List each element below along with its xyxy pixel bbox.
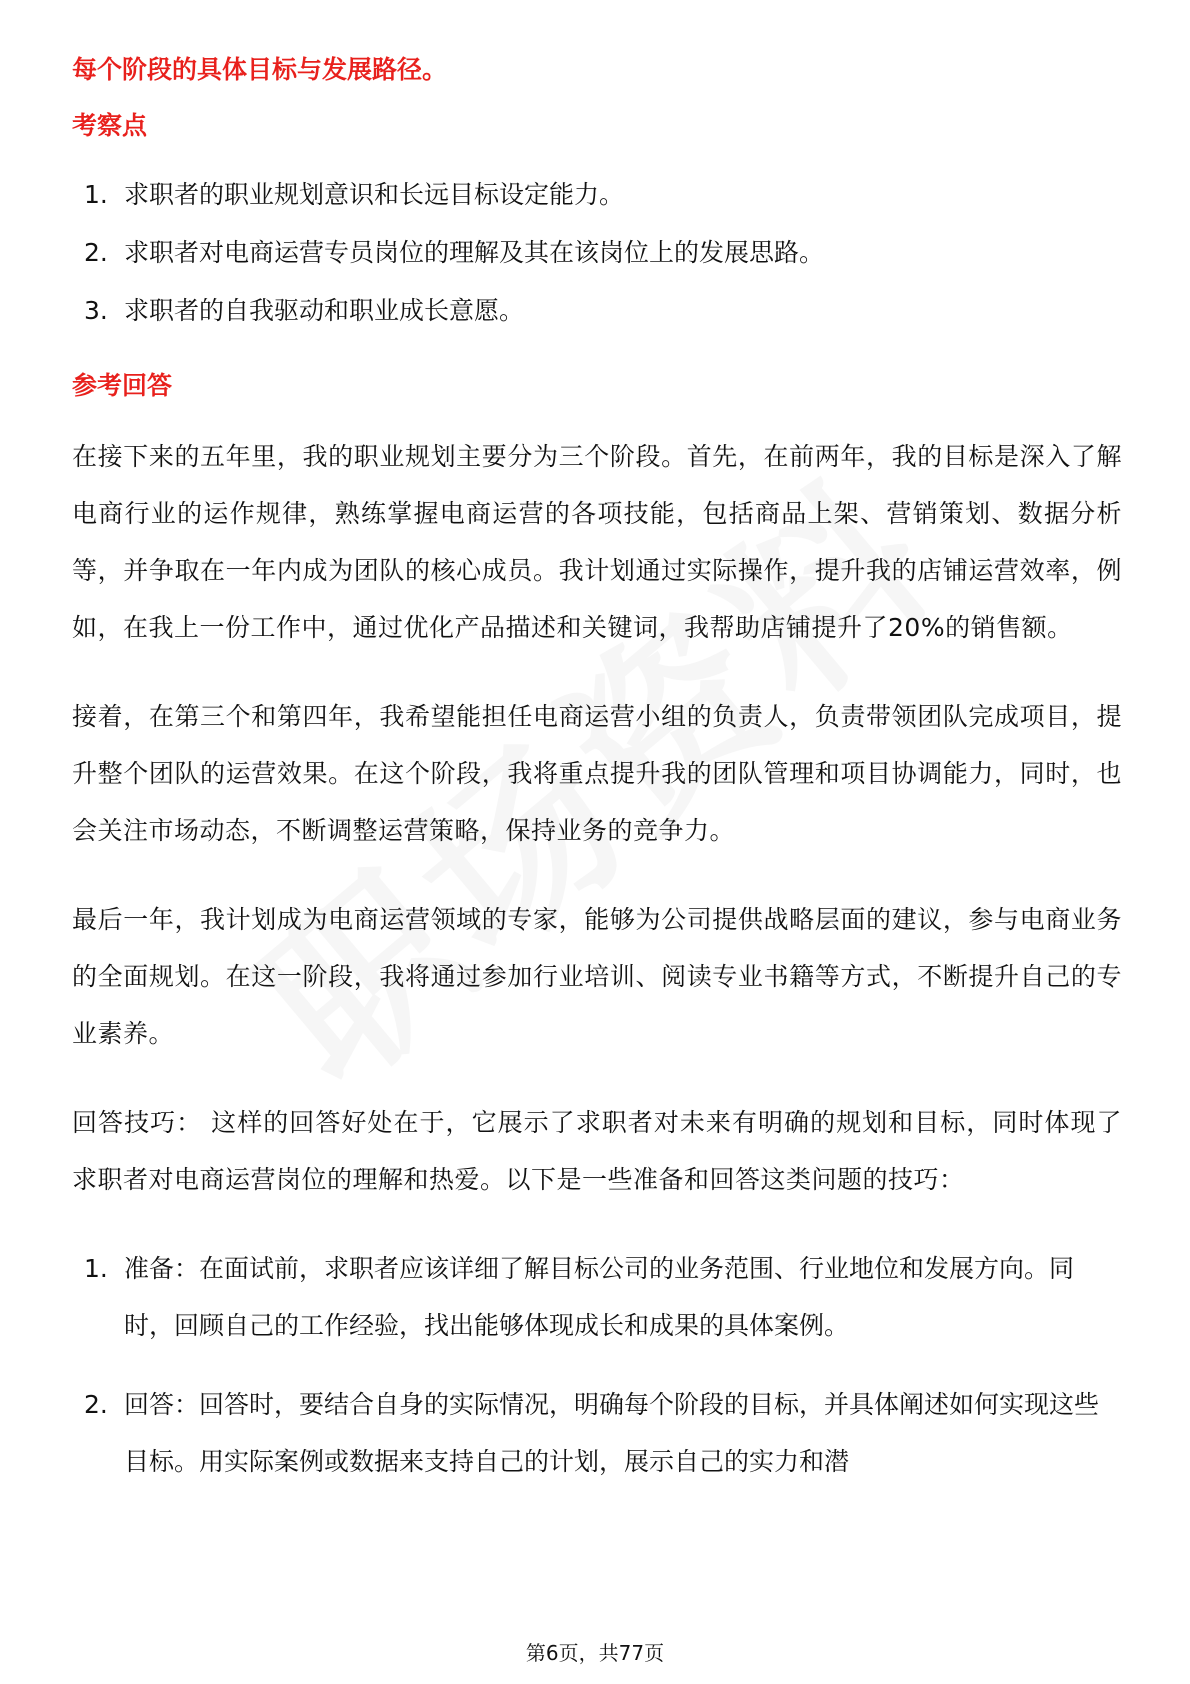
answer-paragraph: 最后一年，我计划成为电商运营领域的专家，能够为公司提供战略层面的建议，参与电商业务的全面规划。在这一阶段，我将通过参加行业培训、阅读专业书籍等方式，不断提升自己的专业素养。	[72, 905, 1122, 1048]
page-footer: 第6页，共77页	[525, 1641, 665, 1665]
tips-list-item	[72, 1376, 1122, 1490]
list-item-text: 准备：在面试前，求职者应该详细了解目标公司的业务范围、行业地位和发展方向。同时，回顾自己的工作经验，找出能够体现成长和成果的具体案例。	[124, 1254, 1075, 1340]
list-item-text: 求职者的职业规划意识和长远目标设定能力。	[124, 180, 625, 209]
list-number: 3.	[84, 296, 108, 325]
list-number: 1.	[84, 180, 108, 209]
answer-section-title: 参考回答	[72, 371, 173, 400]
points-section-title: 考察点	[72, 111, 148, 140]
points-list-item	[72, 224, 1122, 282]
points-list	[72, 166, 1122, 340]
list-item-text: 回答：回答时，要结合自身的实际情况，明确每个阶段的目标，并具体阐述如何实现这些目标。用实际案例或数据来支持自己的计划，展示自己的实力和潜	[124, 1390, 1100, 1476]
answer-tips-paragraph: 回答技巧： 这样的回答好处在于，它展示了求职者对未来有明确的规划和目标，同时体现了求职者对电商运营岗位的理解和热爱。以下是一些准备和回答这类问题的技巧：	[72, 1108, 1122, 1194]
list-item-text: 求职者对电商运营专员岗位的理解及其在该岗位上的发展思路。	[124, 238, 825, 267]
list-number: 2.	[84, 238, 108, 267]
list-number: 1.	[84, 1254, 108, 1283]
intro-title: 每个阶段的具体目标与发展路径。	[72, 55, 448, 84]
answer-paragraph: 在接下来的五年里，我的职业规划主要分为三个阶段。首先，在前两年，我的目标是深入了解电商行业的运作规律，熟练掌握电商运营的各项技能，包括商品上架、营销策划、数据分析等，并争取在一年内成为团队的核心成员。我计划通过实际操作，提升我的店铺运营效率，例如，在我上一份工作中，通过优化产品描述和关键词，我帮助店铺提升了20%的销售额。	[72, 442, 1122, 642]
document-page	[72, 52, 1122, 1512]
list-item-text: 求职者的自我驱动和职业成长意愿。	[124, 296, 525, 325]
points-list-item	[72, 166, 1122, 224]
list-number: 2.	[84, 1390, 108, 1419]
tips-list	[72, 1240, 1122, 1490]
tips-list-item	[72, 1240, 1122, 1354]
answer-paragraph: 接着，在第三个和第四年，我希望能担任电商运营小组的负责人，负责带领团队完成项目，提升整个团队的运营效果。在这个阶段，我将重点提升我的团队管理和项目协调能力，同时，也会关注市场动态，不断调整运营策略，保持业务的竞争力。	[72, 702, 1122, 845]
points-list-item	[72, 282, 1122, 340]
